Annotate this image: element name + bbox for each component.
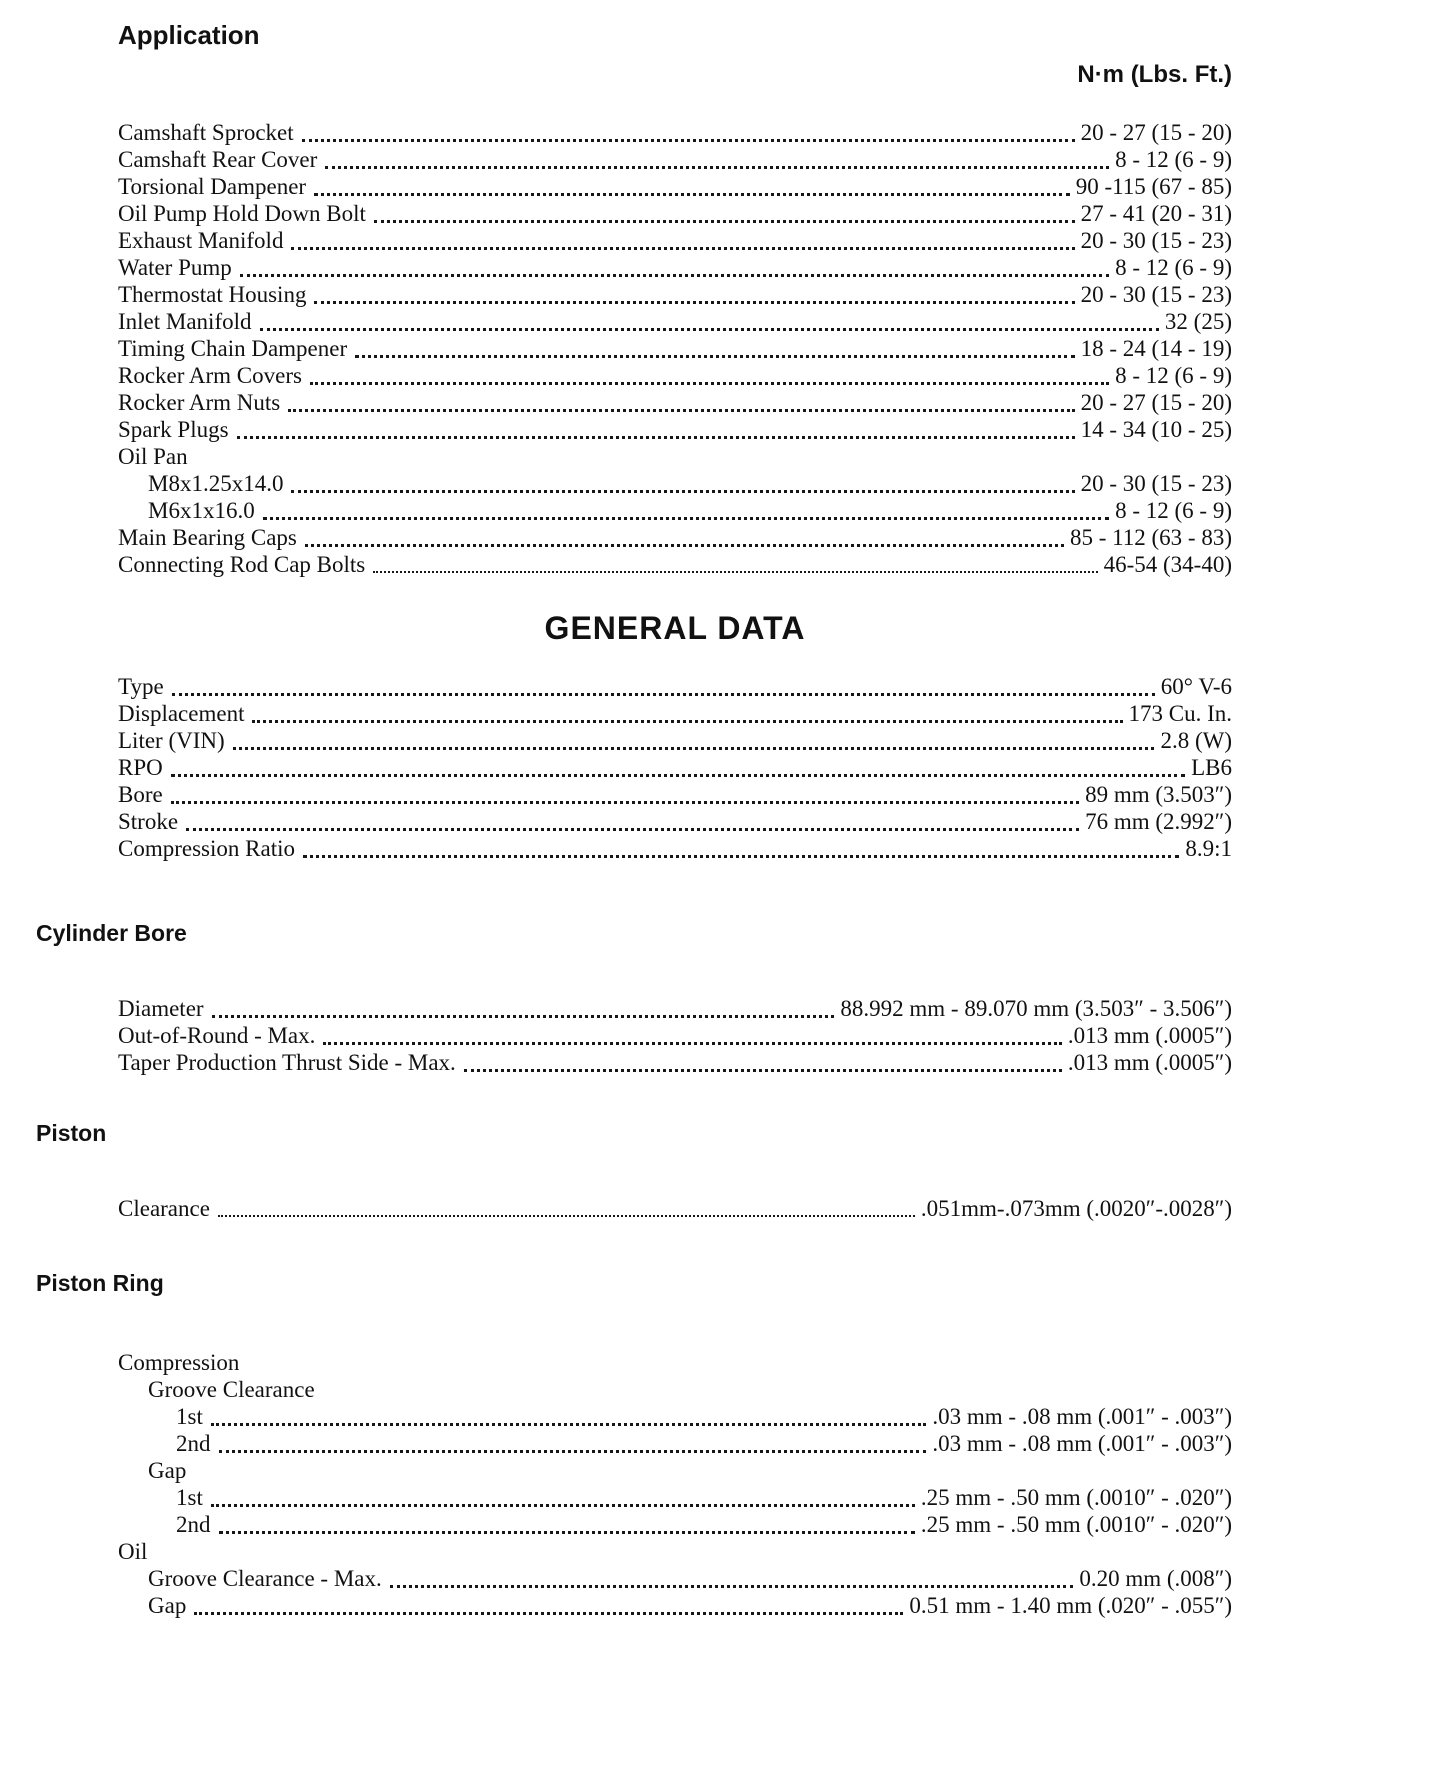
dot-leader <box>374 215 1075 223</box>
spec-group-row <box>118 1457 1232 1484</box>
spec-value: 20 - 30 (15 - 23) <box>1080 282 1232 307</box>
dot-leader <box>464 1064 1062 1072</box>
cylinder-bore-heading: Cylinder Bore <box>36 920 187 946</box>
spec-value: 76 mm (2.992″) <box>1085 809 1232 834</box>
spec-row <box>118 1430 1232 1457</box>
spec-row <box>118 389 1232 416</box>
spec-row <box>118 808 1232 835</box>
dot-leader <box>310 377 1109 385</box>
spec-value: 2.8 (W) <box>1160 728 1232 753</box>
dot-leader <box>291 485 1074 493</box>
spec-label: M8x1.25x14.0 <box>148 471 284 496</box>
dot-leader <box>219 1526 915 1534</box>
spec-row <box>118 1195 1232 1222</box>
spec-value: .013 mm (.0005″) <box>1067 1023 1232 1048</box>
spec-row <box>118 1484 1232 1511</box>
spec-label: Clearance <box>118 1196 210 1221</box>
spec-group-row <box>118 443 1232 470</box>
dot-leader <box>314 296 1074 304</box>
dot-leader <box>172 688 1155 696</box>
spec-label: Diameter <box>118 996 204 1021</box>
spec-label: 1st <box>176 1404 203 1429</box>
spec-label: Rocker Arm Covers <box>118 363 302 388</box>
dot-leader <box>237 431 1075 439</box>
spec-value: 90 -115 (67 - 85) <box>1075 174 1232 199</box>
spec-row <box>118 781 1232 808</box>
spec-row <box>118 1565 1232 1592</box>
spec-value: 173 Cu. In. <box>1128 701 1232 726</box>
dot-leader <box>218 1209 915 1217</box>
spec-group-row <box>118 1538 1232 1565</box>
spec-group-row <box>118 1376 1232 1403</box>
spec-row <box>118 1592 1232 1619</box>
dot-leader <box>233 742 1155 750</box>
spec-value: 20 - 27 (15 - 20) <box>1080 120 1232 145</box>
spec-row <box>118 754 1232 781</box>
spec-label: Exhaust Manifold <box>118 228 284 253</box>
dot-leader <box>355 350 1074 358</box>
spec-label: Thermostat Housing <box>118 282 307 307</box>
spec-label: Stroke <box>118 809 179 834</box>
spec-row <box>118 308 1232 335</box>
dot-leader <box>314 188 1070 196</box>
spec-label: Main Bearing Caps <box>118 525 297 550</box>
torque-spec-list <box>118 119 1232 578</box>
spec-label: Oil Pan <box>118 444 188 469</box>
spec-label: 2nd <box>176 1512 211 1537</box>
dot-leader <box>252 715 1122 723</box>
spec-label: Groove Clearance - Max. <box>148 1566 382 1591</box>
spec-row <box>118 551 1232 578</box>
spec-value: .013 mm (.0005″) <box>1067 1050 1232 1075</box>
spec-label: M6x1x16.0 <box>148 498 255 523</box>
spec-row <box>118 1511 1232 1538</box>
spec-value: .25 mm - .50 mm (.0010″ - .020″) <box>920 1512 1232 1537</box>
spec-label: Type <box>118 674 164 699</box>
spec-row <box>118 173 1232 200</box>
spec-value: 18 - 24 (14 - 19) <box>1080 336 1232 361</box>
spec-label: Compression <box>118 1350 240 1375</box>
spec-label: Oil Pump Hold Down Bolt <box>118 201 366 226</box>
spec-row <box>118 335 1232 362</box>
piston-ring-list <box>118 1349 1232 1619</box>
cylinder-bore-list <box>118 995 1232 1076</box>
spec-value: .25 mm - .50 mm (.0010″ - .020″) <box>920 1485 1232 1510</box>
spec-value: 20 - 30 (15 - 23) <box>1080 471 1232 496</box>
spec-row <box>118 727 1232 754</box>
dot-leader <box>211 1499 915 1507</box>
dot-leader <box>171 769 1185 777</box>
spec-row <box>118 227 1232 254</box>
dot-leader <box>323 1037 1061 1045</box>
spec-row <box>118 700 1232 727</box>
piston-list <box>118 1195 1232 1222</box>
spec-row <box>118 119 1232 146</box>
spec-value: 0.51 mm - 1.40 mm (.020″ - .055″) <box>909 1593 1232 1618</box>
dot-leader <box>212 1010 835 1018</box>
general-data-heading: GENERAL DATA <box>544 610 806 646</box>
spec-value: 8 - 12 (6 - 9) <box>1115 255 1232 280</box>
spec-row <box>118 1403 1232 1430</box>
spec-row <box>118 1022 1232 1049</box>
dot-leader <box>303 850 1179 858</box>
dot-leader <box>291 242 1074 250</box>
spec-group-row <box>118 1349 1232 1376</box>
spec-label: Water Pump <box>118 255 232 280</box>
spec-label: Gap <box>148 1458 187 1483</box>
spec-row <box>118 1049 1232 1076</box>
units-heading: N·m (Lbs. Ft.) <box>1077 61 1232 88</box>
spec-value: 88.992 mm - 89.070 mm (3.503″ - 3.506″) <box>840 996 1232 1021</box>
spec-value: 85 - 112 (63 - 83) <box>1069 525 1232 550</box>
dot-leader <box>194 1607 903 1615</box>
dot-leader <box>305 539 1064 547</box>
spec-label: Rocker Arm Nuts <box>118 390 281 415</box>
spec-value: 8 - 12 (6 - 9) <box>1115 147 1232 172</box>
spec-row <box>118 470 1232 497</box>
general-data-list <box>118 673 1232 862</box>
spec-row <box>118 995 1232 1022</box>
dot-leader <box>171 796 1079 804</box>
dot-leader <box>211 1418 927 1426</box>
spec-label: Groove Clearance <box>148 1377 315 1402</box>
spec-value: 60° V-6 <box>1160 674 1232 699</box>
spec-row <box>118 254 1232 281</box>
spec-label: RPO <box>118 755 163 780</box>
spec-label: Spark Plugs <box>118 417 229 442</box>
dot-leader <box>260 323 1159 331</box>
spec-row <box>118 835 1232 862</box>
spec-label: Timing Chain Dampener <box>118 336 348 361</box>
spec-value: 8.9:1 <box>1185 836 1232 861</box>
dot-leader <box>288 404 1074 412</box>
dot-leader <box>186 823 1079 831</box>
spec-value: 20 - 27 (15 - 20) <box>1080 390 1232 415</box>
spec-value: .03 mm - .08 mm (.001″ - .003″) <box>932 1404 1232 1429</box>
spec-label: Out-of-Round - Max. <box>118 1023 316 1048</box>
spec-label: Gap <box>148 1593 187 1618</box>
spec-value: 46-54 (34-40) <box>1103 552 1232 577</box>
spec-label: Connecting Rod Cap Bolts <box>118 552 366 577</box>
spec-row <box>118 673 1232 700</box>
spec-label: Inlet Manifold <box>118 309 252 334</box>
spec-label: Liter (VIN) <box>118 728 225 753</box>
spec-row <box>118 416 1232 443</box>
spec-value: 8 - 12 (6 - 9) <box>1115 498 1232 523</box>
piston-ring-heading: Piston Ring <box>36 1270 164 1296</box>
spec-value: 27 - 41 (20 - 31) <box>1080 201 1232 226</box>
piston-heading: Piston <box>36 1120 107 1146</box>
spec-row <box>118 362 1232 389</box>
spec-label: Camshaft Rear Cover <box>118 147 318 172</box>
spec-row <box>118 281 1232 308</box>
spec-value: 20 - 30 (15 - 23) <box>1080 228 1232 253</box>
spec-value: 0.20 mm (.008″) <box>1079 1566 1232 1591</box>
spec-value: 8 - 12 (6 - 9) <box>1115 363 1232 388</box>
dot-leader <box>240 269 1109 277</box>
spec-row <box>118 524 1232 551</box>
spec-value: 89 mm (3.503″) <box>1085 782 1232 807</box>
spec-label: Camshaft Sprocket <box>118 120 294 145</box>
spec-row <box>118 146 1232 173</box>
dot-leader <box>263 512 1109 520</box>
dot-leader <box>219 1445 927 1453</box>
spec-value: .051mm-.073mm (.0020″-.0028″) <box>920 1196 1232 1221</box>
spec-row <box>118 200 1232 227</box>
spec-label: 2nd <box>176 1431 211 1456</box>
dot-leader <box>302 134 1075 142</box>
spec-label: Bore <box>118 782 163 807</box>
dot-leader <box>373 565 1097 573</box>
dot-leader <box>325 161 1109 169</box>
spec-row <box>118 497 1232 524</box>
spec-label: Compression Ratio <box>118 836 295 861</box>
spec-value: .03 mm - .08 mm (.001″ - .003″) <box>932 1431 1232 1456</box>
spec-label: Torsional Dampener <box>118 174 307 199</box>
spec-value: 32 (25) <box>1164 309 1232 334</box>
spec-label: Taper Production Thrust Side - Max. <box>118 1050 456 1075</box>
spec-label: 1st <box>176 1485 203 1510</box>
dot-leader <box>390 1580 1074 1588</box>
spec-value: LB6 <box>1191 755 1232 780</box>
spec-label: Oil <box>118 1539 148 1564</box>
spec-value: 14 - 34 (10 - 25) <box>1080 417 1232 442</box>
spec-label: Displacement <box>118 701 245 726</box>
application-heading: Application <box>118 20 260 50</box>
